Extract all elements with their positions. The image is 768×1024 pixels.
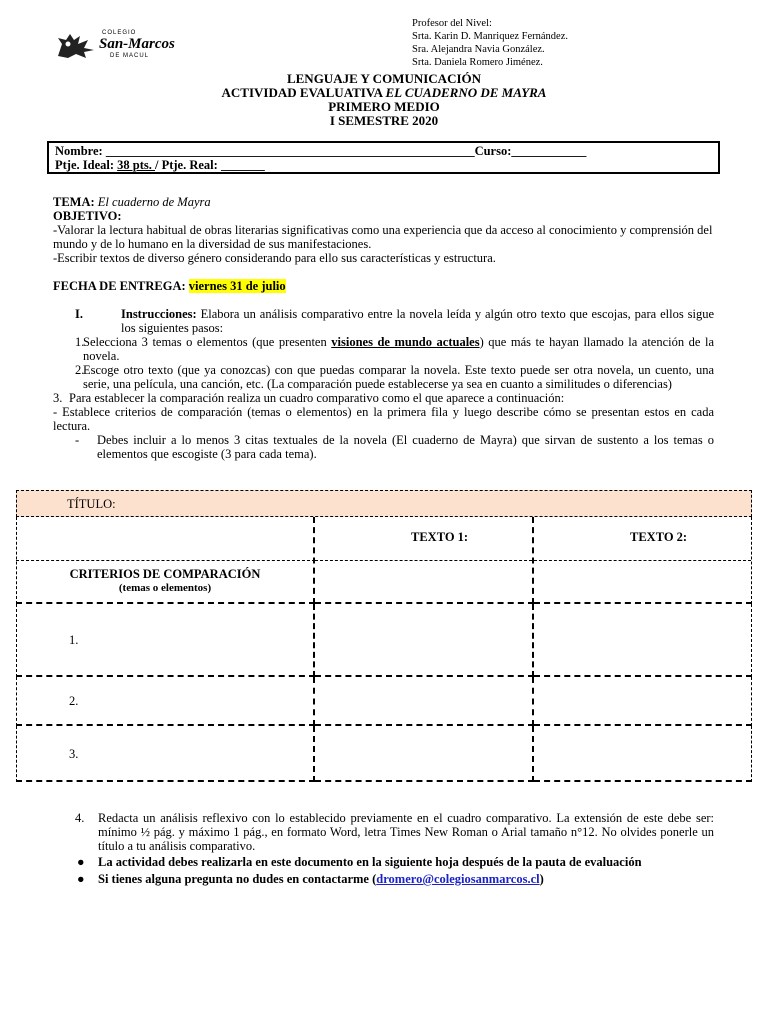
row-number: 2.: [69, 694, 79, 708]
instructions-section: [53, 307, 714, 461]
text2-cell[interactable]: [534, 604, 752, 677]
tema-section: TEMA: El cuaderno de Mayra OBJETIVO: -Valorar la lectura habitual de obras literarias significativas como una experiencia que da acceso al conocimiento y comprensión del mundo y de lo humano en la diversidad de sus manifestaciones. -Escribir textos de diverso género considerando para ello sus características y estructura.: [53, 195, 713, 265]
contact-email-link[interactable]: dromero@colegiosanmarcos.cl: [376, 872, 540, 886]
bullet-icon: ●: [77, 855, 85, 869]
bullet-item: ● Si tienes alguna pregunta no dudes en contactarme (dromero@colegiosanmarcos.cl): [77, 872, 544, 886]
objetivo-item: -Escribir textos de diverso género considerando para ello sus características y estructura.: [53, 251, 496, 265]
instruction-step-3: 3. Para establecer la comparación realiza un cuadro comparativo como el que aparece a continuación:: [53, 391, 565, 405]
professor-heading: Profesor del Nivel:: [412, 18, 492, 29]
document-header: [0, 72, 768, 128]
table-title-label: TÍTULO:: [67, 497, 116, 511]
logo-top-text: COLEGIO: [102, 30, 137, 36]
criteria-subheading: (temas o elementos): [118, 582, 212, 594]
instruction-step-1: 1. Selecciona 3 temas o elementos (que presenten visiones de mundo actuales) que más te hayan llamado la atención de la novela.: [75, 335, 714, 363]
table-header-row: [16, 517, 752, 604]
table-row: [16, 677, 752, 726]
school-logo: [54, 30, 189, 60]
text2-heading: TEXTO 2:: [630, 530, 688, 544]
bullet-icon: ●: [77, 872, 85, 886]
lion-emblem-icon: [54, 30, 98, 60]
text1-heading: TEXTO 1:: [411, 530, 469, 544]
instruction-step-4: 4. Redacta un análisis reflexivo con lo establecido previamente en el cuadro comparativo. La extensión de este debe ser: mínimo ½ pág. y máximo 1 pág., en formato Word, letra Times New Roman o Arial tamaño n°12. No olvides ponerle un título a tu análisis comparativo.: [75, 811, 714, 853]
bullet-item: ● La actividad debes realizarla en este documento en la siguiente hoja después de la pauta de evaluación: [77, 855, 642, 869]
activity-title: ACTIVIDAD EVALUATIVA EL CUADERNO DE MAYRA: [221, 85, 547, 100]
logo-name: San-Marcos: [99, 36, 175, 52]
professor-list: [412, 17, 568, 69]
professor-name: Srta. Karin D. Manriquez Fernández.: [412, 31, 568, 42]
row-number: 1.: [69, 633, 79, 647]
final-section: [75, 811, 714, 886]
subject-title: LENGUAJE Y COMUNICACIÓN: [286, 71, 482, 86]
grade-title: PRIMERO MEDIO: [328, 99, 440, 114]
table-row: [16, 604, 752, 677]
objetivo-item: -Valorar la lectura habitual de obras literarias significativas como una experiencia que da acceso al conocimiento y comprensión del mundo y de lo humano en la diversidad de sus manifestaciones.: [53, 223, 713, 251]
semester-title: I SEMESTRE 2020: [329, 113, 439, 128]
text1-cell[interactable]: [315, 726, 534, 782]
professor-name: Sra. Alejandra Navia González.: [412, 44, 545, 55]
logo-bottom-text: DE MACUL: [110, 53, 150, 59]
instruction-step-2: 2. Escoge otro texto (que ya conozcas) con que puedas comparar la novela. Este texto puede ser otra novela, un cuento, una serie, una película, una canción, etc. (La comparación puede establecerse ya sea en cuanto a similitudes o diferencias): [75, 363, 714, 391]
text2-header-cell: [534, 517, 752, 604]
table-title-row: [16, 490, 752, 517]
text2-cell[interactable]: [534, 726, 752, 782]
objetivo-label: OBJETIVO:: [53, 209, 122, 223]
name-field[interactable]: ___________________________________________________________: [105, 144, 475, 158]
text1-cell[interactable]: [315, 604, 534, 677]
course-field[interactable]: ____________: [511, 144, 587, 158]
instructions-intro: I. Instrucciones: Elabora un análisis comparativo entre la novela leída y algún otro texto que escojas, para ellos sigue los siguientes pasos:: [75, 307, 714, 335]
text1-cell[interactable]: [315, 677, 534, 726]
text1-header-cell: [315, 517, 534, 604]
student-info-box: [47, 141, 720, 174]
ideal-score: 38 pts.: [117, 158, 155, 172]
delivery-date-value: viernes 31 de julio: [188, 279, 286, 293]
instruction-dash-1: - Establece criterios de comparación (temas o elementos) en la primera fila y luego describe cómo se presentan estos en cada lectura.: [53, 405, 714, 433]
real-score-field[interactable]: _______: [220, 158, 265, 172]
criteria-heading: CRITERIOS DE COMPARACIÓN: [69, 567, 261, 581]
table-row: [16, 726, 752, 782]
score-row: Ptje. Ideal: 38 pts. / Ptje. Real: _______: [55, 158, 265, 172]
text2-cell[interactable]: [534, 677, 752, 726]
row-number: 3.: [69, 747, 79, 761]
name-row: Nombre: ___________________________________________________________Curso:____________: [55, 144, 587, 158]
instruction-dash-2: - Debes incluir a lo menos 3 citas textuales de la novela (El cuaderno de Mayra) que sirvan de sustento a los temas o elementos que escogiste (3 para cada tema).: [75, 433, 714, 461]
professor-name: Srta. Daniela Romero Jiménez.: [412, 57, 543, 68]
delivery-date: FECHA DE ENTREGA: viernes 31 de julio: [53, 279, 286, 293]
tema-value: El cuaderno de Mayra: [97, 195, 211, 209]
